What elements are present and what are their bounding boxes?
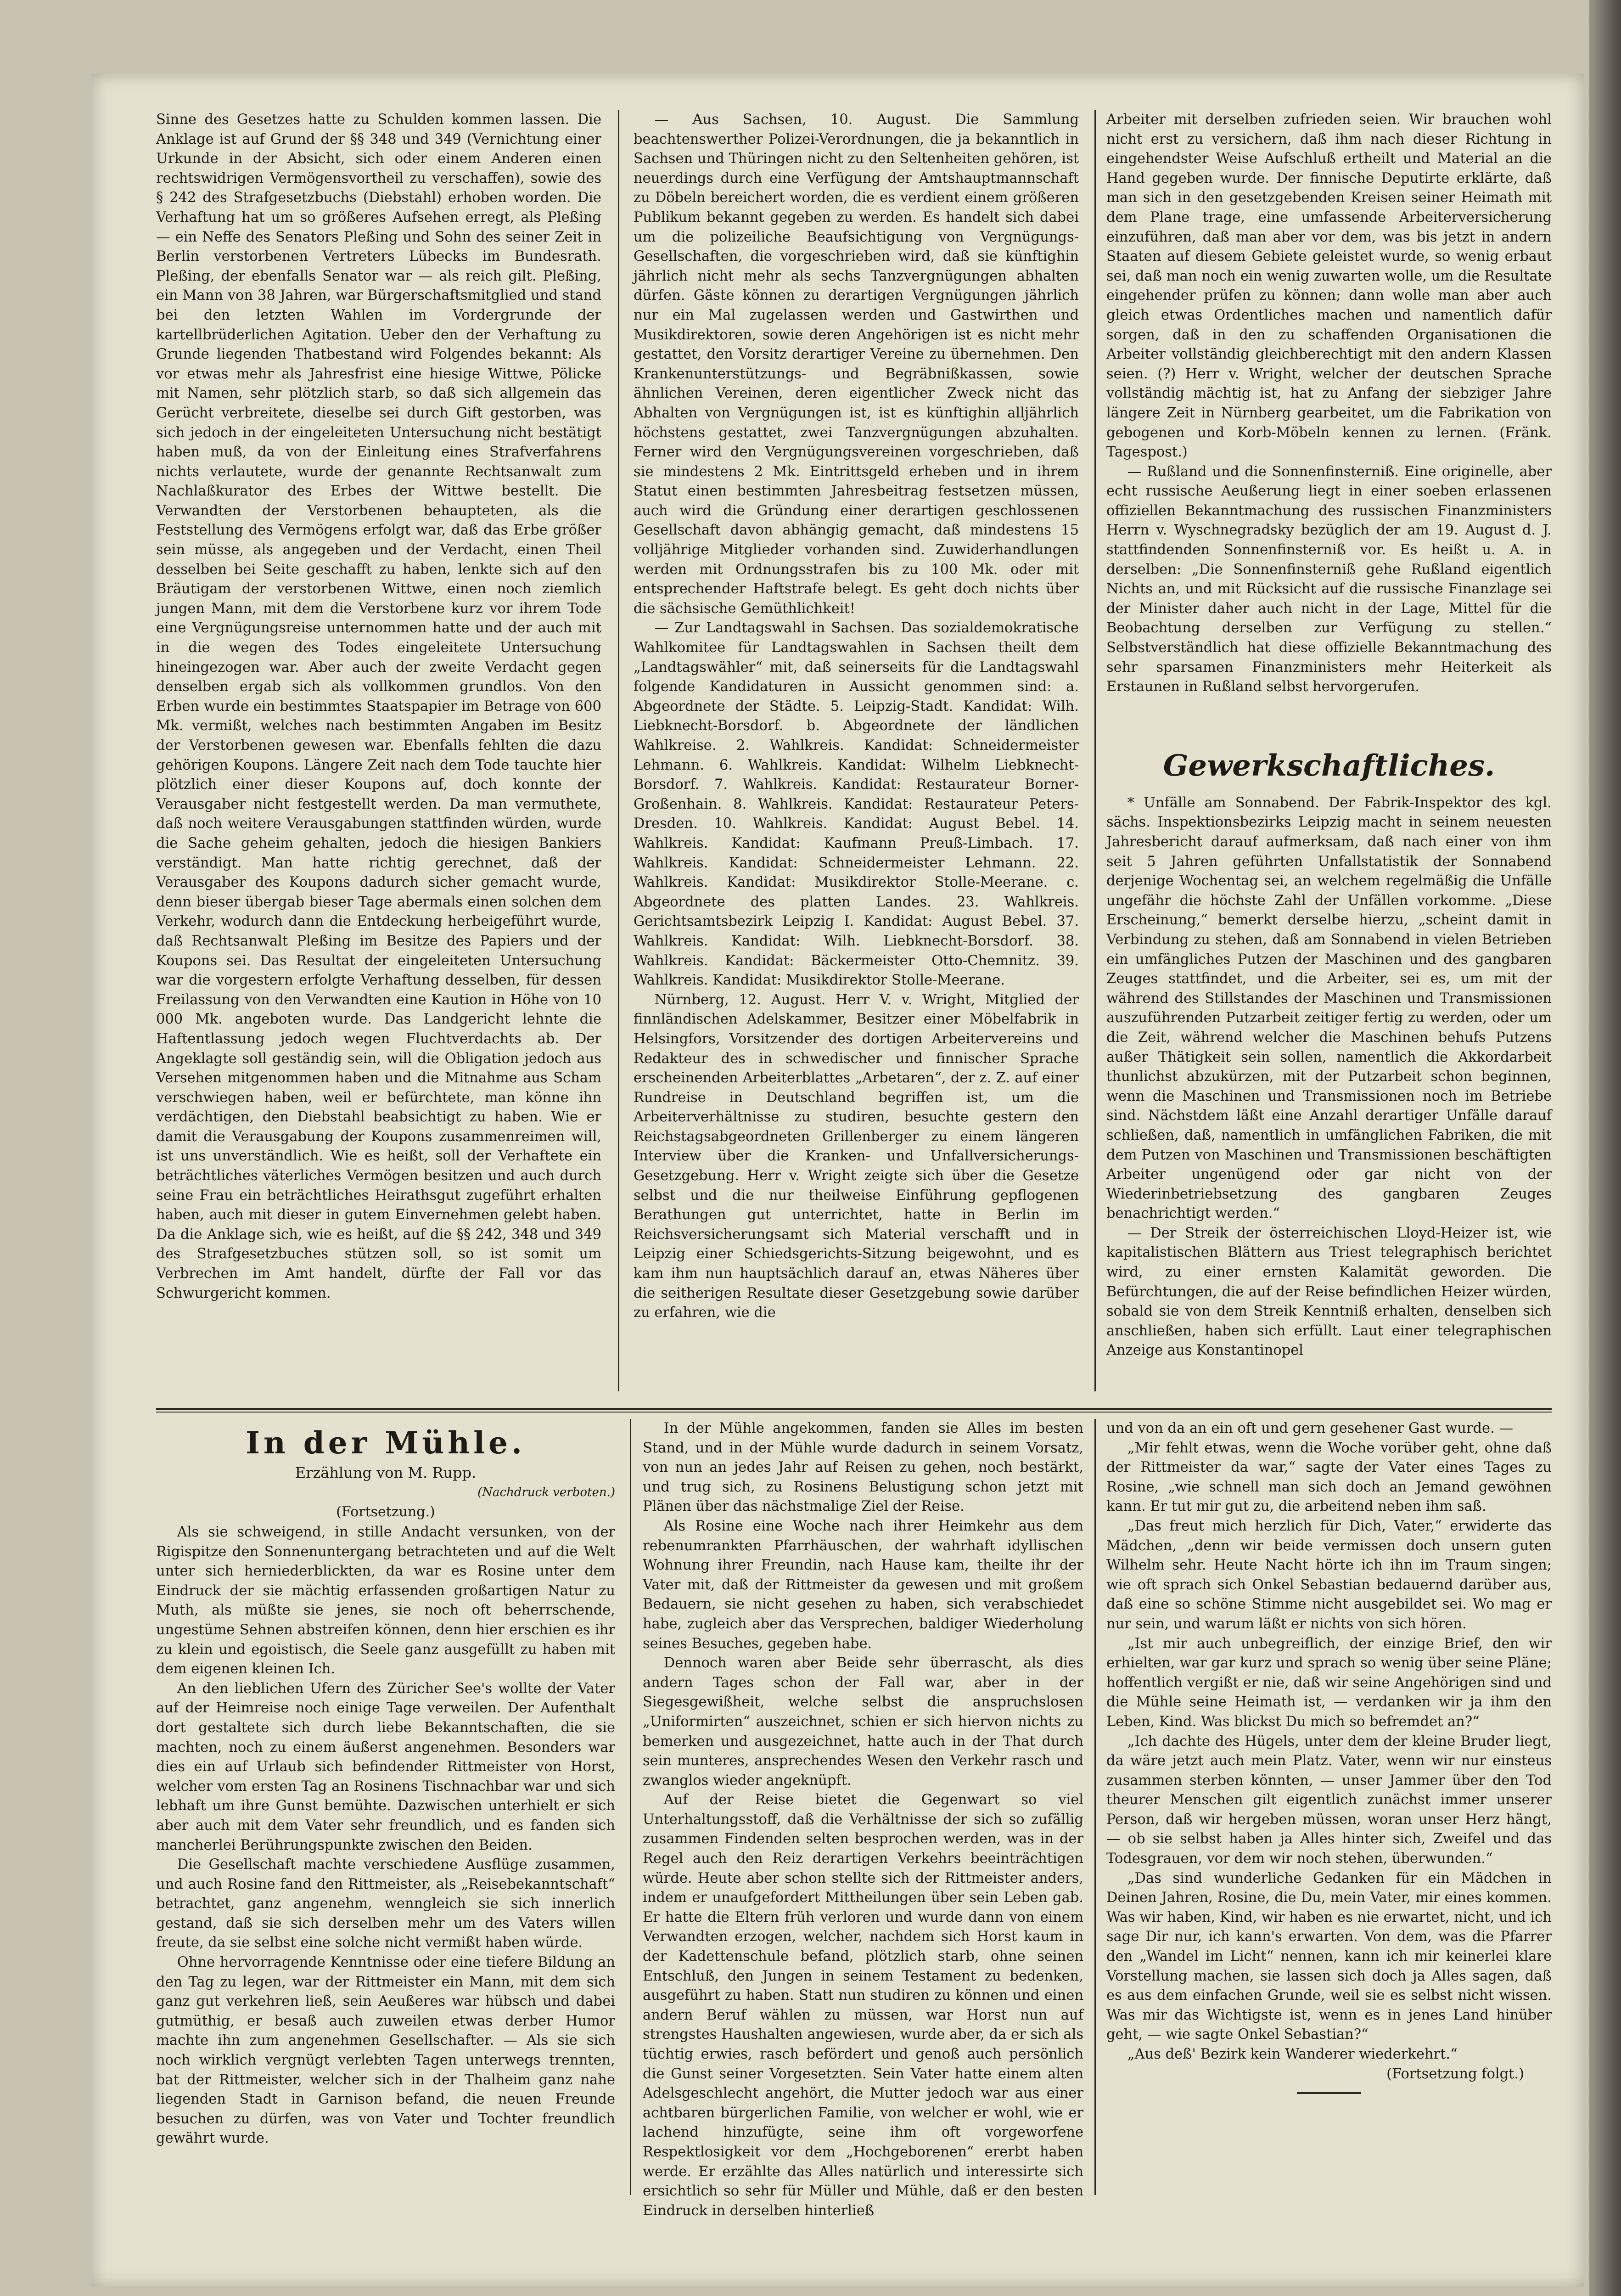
- story-paragraph: „Das sind wunderliche Gedanken für ein Mädchen in Deinen Jahren, Rosine, die Du, mein Vater, mir eines kommen. Was wir haben, Kind, wir haben es nie erwartet, nicht, und ich sage Dir nur, ich kann's erwarten. Von dem, was die Pfarrer den „Wandel im Licht“ nennen, kann ich mir keinerlei klare Vorstellung machen, sie lassen sich doch ja Alles sagen, daß es aus dem einfachen Grunde, weil sie es selbst nicht wissen. Was mir das Wichtigste ist, wenn es in jenes Land hinüber geht, — wie sagte Onkel Sebastian?“: [1106, 1870, 1552, 2043]
- scan-edge: [1589, 0, 1621, 2296]
- end-rule: [1297, 2092, 1361, 2094]
- story-paragraph: Ohne hervorragende Kenntnisse oder eine tiefere Bildung an den Tag zu legen, war der Rittmeister ein Mann, mit dem sich ganz gut verkehren ließ, sein Aeußeres war hübsch und dabei gutmüthig, er besaß auch zuweilen etwas derber Humor machte ihn zum angenehmen Gesellschafter. — Als sie sich noch wirklich vergnügt verlebten Tagen unterwegs trennten, bat der Rittmeister, welcher sich in der Thalheim ganz nahe liegenden Stadt in Garnison befand, die neuen Freunde besuchen zu dürfen, was von Vater und Tochter freundlich gewährt wurde.: [156, 1954, 615, 2147]
- story-paragraph: Auf der Reise bietet die Gegenwart so viel Unterhaltungsstoff, daß die Verhältnisse der sich so zufällig zusammen Findenden selten besprochen werden, was in der Regel auch den Reiz derartigen Verkehrs beeinträchtigen würde. Heute aber schon stellte sich der Rittmeister anders, indem er unaufgefordert Mittheilungen über sein Leben gab. Er hatte die Eltern früh verloren und wurde dann von einem Verwandten erzogen, welcher, nachdem sich Horst kaum in der Kadettenschule befand, plötzlich starb, ohne seinen Entschluß, den Jungen in seinem Testament zu bedenken, ausgeführt zu haben. Statt nun studiren zu können und einen andern Beruf wählen zu müssen, war Horst nun auf strengstes Haushalten angewiesen, wurde aber, da er sich als tüchtig erwies, rasch befördert und genoß auch persönlich die Gunst seiner Vorgesetzten. Sein Vater hatte einem alten Adelsgeschlecht angehört, die Mutter jedoch war aus einer achtbaren bürgerlichen Familie, von welcher er wohl, wie er lachend hinzufügte, seine ihm oft vorgeworfene Respektlosigkeit vor dem „Hochgeborenen“ ererbt haben werde. Er erzählte das Alles natürlich und interessirte sich ersichtlich so sehr für Müller und Mühle, daß er den besten Eindruck in derselben hinterließ: [643, 1792, 1083, 2219]
- column-divider: [618, 110, 619, 1391]
- story-paragraph: Die Gesellschaft machte verschiedene Ausflüge zusammen, und auch Rosine fand den Rittmeister, als „Reisebekanntschaft“ betrachtet, ganz angenehm, wenngleich sie sich innerlich gestand, daß sie sich derselben mehr um des Vaters willen freute, da sie selbst eine solche nicht vermißt haben würde.: [156, 1857, 615, 1951]
- story-paragraph: und von da an ein oft und gern gesehener Gast wurde. —: [1106, 1420, 1513, 1436]
- article-streik-lloyd: — Der Streik der österreichischen Lloyd-Heizer ist, wie kapitalistischen Blättern aus Triest telegraphisch berichtet wird, zu einer ernsten Kalamität geworden. Die Befürchtungen, die auf der Reise befindlichen Heizer würden, sobald sie von dem Streik Kenntniß erhalten, denselben sich anschließen, haben sich erfüllt. Laut einer telegraphischen Anzeige aus Konstantinopel: [1106, 1225, 1552, 1359]
- article-sachsen-verordnung: — Aus Sachsen, 10. August. Die Sammlung beachtenswerther Polizei-Verordnungen, die ja bekanntlich in Sachsen und Thüringen nicht zu den Seltenheiten gehören, ist neuerdings durch eine Verfügung der Amtshauptmannschaft zu Döbeln bereichert worden, die es verdient einem größeren Publikum bekannt gegeben zu werden. Es handelt sich dabei um die polizeiliche Beaufsichtigung von Vergnügungs-Gesellschaften, die vorgeschrieben wird, daß sie künftighin jährlich nicht mehr als sechs Tanzvergnügungen abhalten dürfen. Gäste können zu derartigen Vergnügungen jährlich nur ein Mal zugelassen werden und Gastwirthen und Musikdirektoren, sowie deren Angehörigen ist es nicht mehr gestattet, den Vorsitz derartiger Vereine zu übernehmen. Den Krankenunterstützungs- und Begräbnißkassen, sowie ähnlichen Vereinen, deren eigentlicher Zweck nicht das Abhalten von Vergnügungen ist, ist es künftighin alljährlich höchstens gestattet, zwei Tanzvergnügungen abzuhalten. Ferner wird den Vergnügungsvereinen vorgeschrieben, daß sie mindestens 2 Mk. Eintrittsgeld erheben und in ihrem Statut einen bestimmten Jahresbeitrag festsetzen müssen, auch wird die Gründung einer derartigen geschlossenen Gesellschaft davon abhängig gemacht, daß mindestens 15 volljährige Mitglieder vorhanden sind. Zuwiderhandlungen werden mit Ordnungsstrafen bis zu 100 Mk. oder mit entsprechender Haftstrafe belegt. Es geht doch nichts über die sächsische Gemüthlichkeit!: [634, 112, 1079, 617]
- column-2-upper: [634, 110, 1079, 1401]
- column-divider: [630, 1419, 631, 2195]
- article-nuernberg-wright: Nürnberg, 12. August. Herr V. v. Wright, Mitglied der finnländischen Adelskammer, Besitzer einer Möbelfabrik in Helsingfors, Vorsitzender des dortigen Arbeitervereins und Redakteur des in schwedischer und finnischer Sprache erscheinenden Arbeiterblattes „Arbetaren“, der z. Z. auf einer Rundreise in Deutschland begriffen ist, um die Arbeiterverhältnisse zu studiren, besuchte gestern den Reichstagsabgeordneten Grillenberger zu einem längeren Interview über die Kranken- und Unfallversicherungs-Gesetzgebung. Herr v. Wright zeigte sich über die Gesetze selbst und die nur theilweise Einführung gepflogenen Berathungen gut unterrichtet, hatte in Berlin im Reichsversicherungsamt sich Material verschafft und in Leipzig einer Schiedsgerichts-Sitzung beigewohnt, und es kam ihm nun hauptsächlich darauf an, etwas Näheres über die seitherigen Resultate dieser Gesetzgebung sowie darüber zu erfahren, wie die: [634, 991, 1079, 1321]
- to-be-continued: (Fortsetzung folgt.): [1386, 2065, 1524, 2082]
- story-paragraph: „Mir fehlt etwas, wenn die Woche vorüber geht, ohne daß der Rittmeister da war,“ sagte der Vater eines Tages zu Rosine, „wie schnell man sich doch an Jemand gewöhnen kann. Er tut mir gut zu, die arbeitend neben ihm saß.: [1106, 1440, 1552, 1515]
- story-paragraph: „Das freut mich herzlich für Dich, Vater,“ erwiderte das Mädchen, „denn wir beide vermissen doch unsern guten Wilhelm sehr. Heute Nacht hörte ich ihn im Traum singen; wie oft sprach sich Onkel Sebastian bedauernd darüber aus, daß eine so schöne Stimme nicht ausgebildet sei. Wo mag er nur sein, und warum läßt er nichts von sich hören.: [1106, 1518, 1552, 1632]
- story-paragraph: In der Mühle angekommen, fanden sie Alles im besten Stand, und in der Mühle wurde dadurch in seinem Vorsatz, von nun an jedes Jahr auf Reisen zu gehen, noch bestärkt, und trug sich, zu Rosinens Belustigung schon jetzt mit Plänen über das nächstmalige Ziel der Reise.: [643, 1420, 1083, 1515]
- feuilleton-divider-rule: [156, 1408, 1552, 1410]
- feuilleton-column-3: [1106, 1419, 1552, 2195]
- column-1-upper: [156, 110, 601, 1401]
- continuation-note: (Fortsetzung.): [336, 1504, 435, 1520]
- story-paragraph: Dennoch waren aber Beide sehr überrascht, als dies andern Tages schon der Fall war, aber in der Siegesgewißheit, welche selbst die anspruchslosen „Uniformirten“ auszeichnet, schien er sich hiervon nichts zu bemerken und ausgezeichnet, hatte auch in der That durch sein munteres, ansprechendes Wesen den Verkehr rasch und zwanglos wieder angeknüpft.: [643, 1655, 1083, 1789]
- article-landtagswahl: — Zur Landtagswahl in Sachsen. Das sozialdemokratische Wahlkomitee für Landtagswahlen in Sachsen theilt dem „Landtagswähler“ mit, daß seinerseits für die Landtagswahl folgende Kandidaturen in Aussicht genommen sind: a. Abgeordnete der Städte. 5. Leipzig-Stadt. Kandidat: Wilh. Liebknecht-Borsdorf. b. Abgeordnete der ländlichen Wahlkreise. 2. Wahlkreis. Kandidat: Schneidermeister Lehmann. 6. Wahlkreis. Kandidat: Wilhelm Liebknecht-Borsdorf. 7. Wahlkreis. Kandidat: Restaurateur Borner-Großenhain. 8. Wahlkreis. Kandidat: Restaurateur Peters-Dresden. 10. Wahlkreis. Kandidat: August Bebel. 14. Wahlkreis. Kandidat: Kaufmann Preuß-Limbach. 17. Wahlkreis. Kandidat: Schneidermeister Lehmann. 22. Wahlkreis. Kandidat: Musikdirektor Stolle-Meerane. c. Abgeordnete des platten Landes. 23. Wahlkreis. Gerichtsamtsbezirk Leipzig I. Kandidat: August Bebel. 37. Wahlkreis. Kandidat: Wilh. Liebknecht-Borsdorf. 38. Wahlkreis. Kandidat: Bäckermeister Otto-Chemnitz. 39. Wahlkreis. Kandidat: Musikdirektor Stolle-Meerane.: [634, 620, 1079, 989]
- section-heading-gewerkschaftliches: Gewerkschaftliches.: [1163, 748, 1495, 783]
- story-paragraph: „Aus deß' Bezirk kein Wanderer wiederkehrt.“: [1127, 2046, 1458, 2062]
- feuilleton-title: In der Mühle.: [246, 1425, 526, 1461]
- story-paragraph: Als sie schweigend, in stille Andacht versunken, von der Rigispitze den Sonnenuntergang betrachteten und auf die Welt unter sich herniederblickten, da war es Rosine unter dem Eindruck der sie mächtig erfassenden großartigen Natur zu Muth, als müßte sie jenes, sie noch oft beherrschende, ungestüme Sehnen abstreifen können, denn hier erschien es ihr zu klein und egoistisch, die Seele ganz ausgefüllt zu haben mit dem eigenen kleinen Ich.: [156, 1524, 615, 1677]
- feuilleton-column-2: [643, 1419, 1083, 2219]
- article-wright-continued: Arbeiter mit derselben zufrieden seien. Wir brauchen wohl nicht erst zu versichern, daß ihm nach dieser Richtung in eingehendster Weise Aufschluß ertheilt und Material an die Hand gegeben wurde. Der finnische Deputirte erklärte, daß man sich in den gesetzgebenden Kreisen seiner Heimath mit dem Plane trage, eine umfassende Arbeiterversicherung einzuführen, daß man aber vor dem, was bis jetzt in andern Staaten auf diesem Gebiete geleistet wurde, so wenig erbaut sei, daß man noch ein wenig zuwarten wolle, um die Resultate eingehender prüfen zu können; dann wolle man aber auch gleich etwas Ordentliches machen und namentlich dafür sorgen, daß in den zu schaffenden Organisationen die Arbeiter vollständig gleichberechtigt mit den andern Klassen seien. (?) Herr v. Wright, welcher der deutschen Sprache vollständig mächtig ist, hat zu Anfang der siebziger Jahre längere Zeit in Nürnberg gearbeitet, um die Fabrikation von gebogenen und Korb-Möbeln kennen zu lernen. (Fränk. Tagespost.): [1106, 112, 1552, 461]
- column-3-upper: [1106, 110, 1552, 1401]
- story-paragraph: Als Rosine eine Woche nach ihrer Heimkehr aus dem rebenumrankten Pfarrhäuschen, der wahrhaft idyllischen Wohnung ihrer Freundin, nach Hause kam, theilte ihr der Vater mit, daß der Rittmeister da gewesen und mit großem Bedauern, sie nicht gesehen zu haben, sich verabschiedet habe, zugleich aber das Versprechen, baldiger Wiederholung seines Besuches, gegeben habe.: [643, 1518, 1083, 1652]
- column-divider: [1094, 1419, 1096, 2195]
- article-russland-sonnenfinsternis: — Rußland und die Sonnenfinsterniß. Eine originelle, aber echt russische Aeußerung liegt in einer soeben erlassenen offiziellen Bekanntmachung des russischen Finanzministers Herrn v. Wyschnegradsky bezüglich der am 19. August d. J. stattfindenden Sonnenfinsterniß vor. Es heißt u. A. in derselben: „Die Sonnenfinsterniß gehe Rußland eigentlich Nichts an, und mit Rücksicht auf die russische Finanzlage sei der Minister daher auch nicht in der Lage, Mittel für die Beobachtung derselben zur Verfügung zu stellen.“ Selbstverständlich hat diese offizielle Bekanntmachung des sehr sparsamen Finanzministers mehr Heiterkeit als Erstaunen in Rußland selbst hervorgerufen.: [1106, 463, 1552, 695]
- article-unfaelle-sonnabend: * Unfälle am Sonnabend. Der Fabrik-Inspektor des kgl. sächs. Inspektionsbezirks Leipzig macht in seinem neuesten Jahresbericht darauf aufmerksam, daß nach einer von ihm seit 5 Jahren geführten Unfallstatistik der Sonnabend derjenige Wochentag sei, an welchem regelmäßig die Unfälle ungefähr die höchste Zahl der Unfällen vorkomme. „Diese Erscheinung,“ bemerkt derselbe hierzu, „scheint damit in Verbindung zu stehen, daß am Sonnabend in vielen Betrieben ein umfängliches Putzen der Maschinen und des gangbaren Zeuges stattfindet, und die Arbeiter, sei es, um mit der während des Stillstandes der Maschinen und Transmissionen auszuführenden Putzarbeit zeitiger fertig zu werden, oder um die Zeit, während welcher die Maschinen behufs Putzens außer Thätigkeit sein sollen, namentlich die Akkordarbeit thunlichst abzukürzen, mit der Putzarbeit schon beginnen, wenn die Maschinen und Transmissionen noch im Betriebe sind. Nächstdem läßt eine Anzahl derartiger Unfälle darauf schließen, daß, namentlich in umfänglichen Fabriken, die mit dem Putzen von Maschinen und Transmissionen beschäftigten Arbeiter ungenügend oder gar nicht von der Wiederinbetriebsetzung des gangbaren Zeuges benachrichtigt werden.“: [1106, 794, 1552, 1222]
- reprint-notice: (Nachdruck verboten.): [477, 1486, 615, 1499]
- article-plessing: Sinne des Gesetzes hatte zu Schulden kommen lassen. Die Anklage ist auf Grund der §§ 348 und 349 (Vernichtung einer Urkunde in der Absicht, sich oder einem Anderen einen rechtswidrigen Vermögensvortheil zu verschaffen), sowie des § 242 des Strafgesetzbuchs (Diebstahl) erhoben worden. Die Verhaftung hat um so größeres Aufsehen erregt, als Pleßing — ein Neffe des Senators Pleßing und Sohn des seiner Zeit in Berlin verstorbenen Vertreters Lübecks im Bundesrath. Pleßing, der ebenfalls Senator war — als reich gilt. Pleßing, ein Mann von 38 Jahren, war Bürgerschaftsmitglied und stand bei den letzten Wahlen im Vordergrunde der kartellbrüderlichen Agitation. Ueber den der Verhaftung zu Grunde liegenden Thatbestand wird Folgendes bekannt: Als vor etwas mehr als Jahresfrist eine hiesige Wittwe, Pölicke mit Namen, sehr plötzlich starb, so daß sich allgemein das Gerücht verbreitete, dieselbe sei durch Gift gestorben, was sich jedoch in der eingeleiteten Untersuchung nicht bestätigt haben muß, da von der Einleitung eines Strafverfahrens nichts verlautete, wurde der genannte Rechtsanwalt zum Nachlaßkurator des Erbes der Wittwe bestellt. Die Verwandten der Verstorbenen behaupteten, als die Feststellung des Vermögens erfolgt war, daß das Erbe größer sein müsse, als angegeben und der Verdacht, einen Theil desselben bei Seite geschafft zu haben, lenkte sich auf den Bräutigam der verstorbenen Wittwe, einen noch ziemlich jungen Mann, mit dem die Verstorbene kurz vor ihrem Tode eine Vergnügungsreise unternommen hatte und der auch mit in die wegen des Todes eingeleitete Untersuchung hineingezogen war. Aber auch der zweite Verdacht gegen denselben ergab sich als vollkommen grundlos. Von den Erben wurde ein bestimmtes Staatspapier im Betrage von 600 Mk. vermißt, welches nach bestimmten Angaben im Besitz der Verstorbenen gewesen war. Ebenfalls fehlten die dazu gehörigen Koupons. Längere Zeit nach dem Tode tauchte hier plötzlich einer dieser Koupons auf, doch konnte der Verausgaber nicht festgestellt werden. Da man vermuthete, daß noch weitere Verausgabungen stattfinden würden, wurde die Sache geheim gehalten, jedoch die hiesigen Bankiers verständigt. Man hatte richtig gerechnet, daß der Verausgaber des Koupons dadurch sicher gemacht wurde, denn bieser übergab bieser Tage abermals einen solchen dem Verkehr, wodurch dann die Entdeckung herbeigeführt wurde, daß Rechtsanwalt Pleßing im Besitze des Papiers und der Koupons sei. Das Resultat der eingeleiteten Untersuchung war die vorgestern erfolgte Verhaftung desselben, für dessen Freilassung von den Verwandten eine Kaution in Höhe von 10 000 Mk. angeboten wurde. Das Landgericht lehnte die Haftentlassung jedoch wegen Fluchtverdachts ab. Der Angeklagte soll geständig sein, will die Obligation jedoch aus Versehen mitgenommen haben und die Mitnahme aus Scham verschwiegen haben, weil er befürchtete, man könne ihn verdächtigen, den Diebstahl beabsichtigt zu haben. Wie er damit die Verausgabung der Koupons zusammenreimen will, ist uns unverständlich. Wie es heißt, soll der Verhaftete ein beträchtliches väterliches Vermögen besitzen und auch durch seine Frau ein beträchtliches Heirathsgut zugeführt erhalten haben, auch mit dieser in gutem Einvernehmen gelebt haben. Da die Anklage sich, wie es heißt, auf die §§ 242, 348 und 349 des Strafgesetzbuches stützen soll, so ist somit um Verbrechen im Amt handelt, dürfte der Fall vor das Schwurgericht kommen.: [156, 112, 601, 1301]
- story-paragraph: An den lieblichen Ufern des Züricher See's wollte der Vater auf der Heimreise noch einige Tage verweilen. Der Aufenthalt dort gestaltete sich durch liebe Bekanntschaften, die sie machten, noch zu einem äußerst angenehmen. Besonders war dies ein auf Urlaub sich befindender Rittmeister von Horst, welcher vom ersten Tag an Rosinens Tischnachbar war und sich lebhaft um ihre Gunst bemühte. Dazwischen unterhielt er sich aber auch mit dem Vater sehr freundlich, und es fanden sich mancherlei Berührungspunkte zwischen den Beiden.: [156, 1680, 615, 1853]
- feuilleton-column-1: [156, 1424, 615, 2195]
- story-paragraph: „Ist mir auch unbegreiflich, der einzige Brief, den wir erhielten, war gar kurz und sprach so wenig über seine Pläne; hoffentlich vergißt er nie, daß wir seine Angehörigen sind und die Mühle seine Heimath ist, — verdanken wir ja ihm den Leben, Kind. Was blickst Du mich so befremdet an?“: [1106, 1635, 1552, 1730]
- column-divider: [1094, 110, 1096, 1391]
- story-paragraph: „Ich dachte des Hügels, unter dem der kleine Bruder liegt, da wäre jetzt auch mein Platz. Vater, wenn wir nur einsteus zusammen sterben könnten, — unser Jammer über den Tod theurer Menschen gilt eigentlich zunächst immer unserer Person, daß wir hergeben müssen, woran unser Herz hängt, — ob sie selbst haben ja Alles hinter sich, Zweifel und das Todesgrauen, vor dem wir noch stehen, überwunden.“: [1106, 1733, 1552, 1867]
- feuilleton-byline: Erzählung von M. Rupp.: [295, 1464, 477, 1481]
